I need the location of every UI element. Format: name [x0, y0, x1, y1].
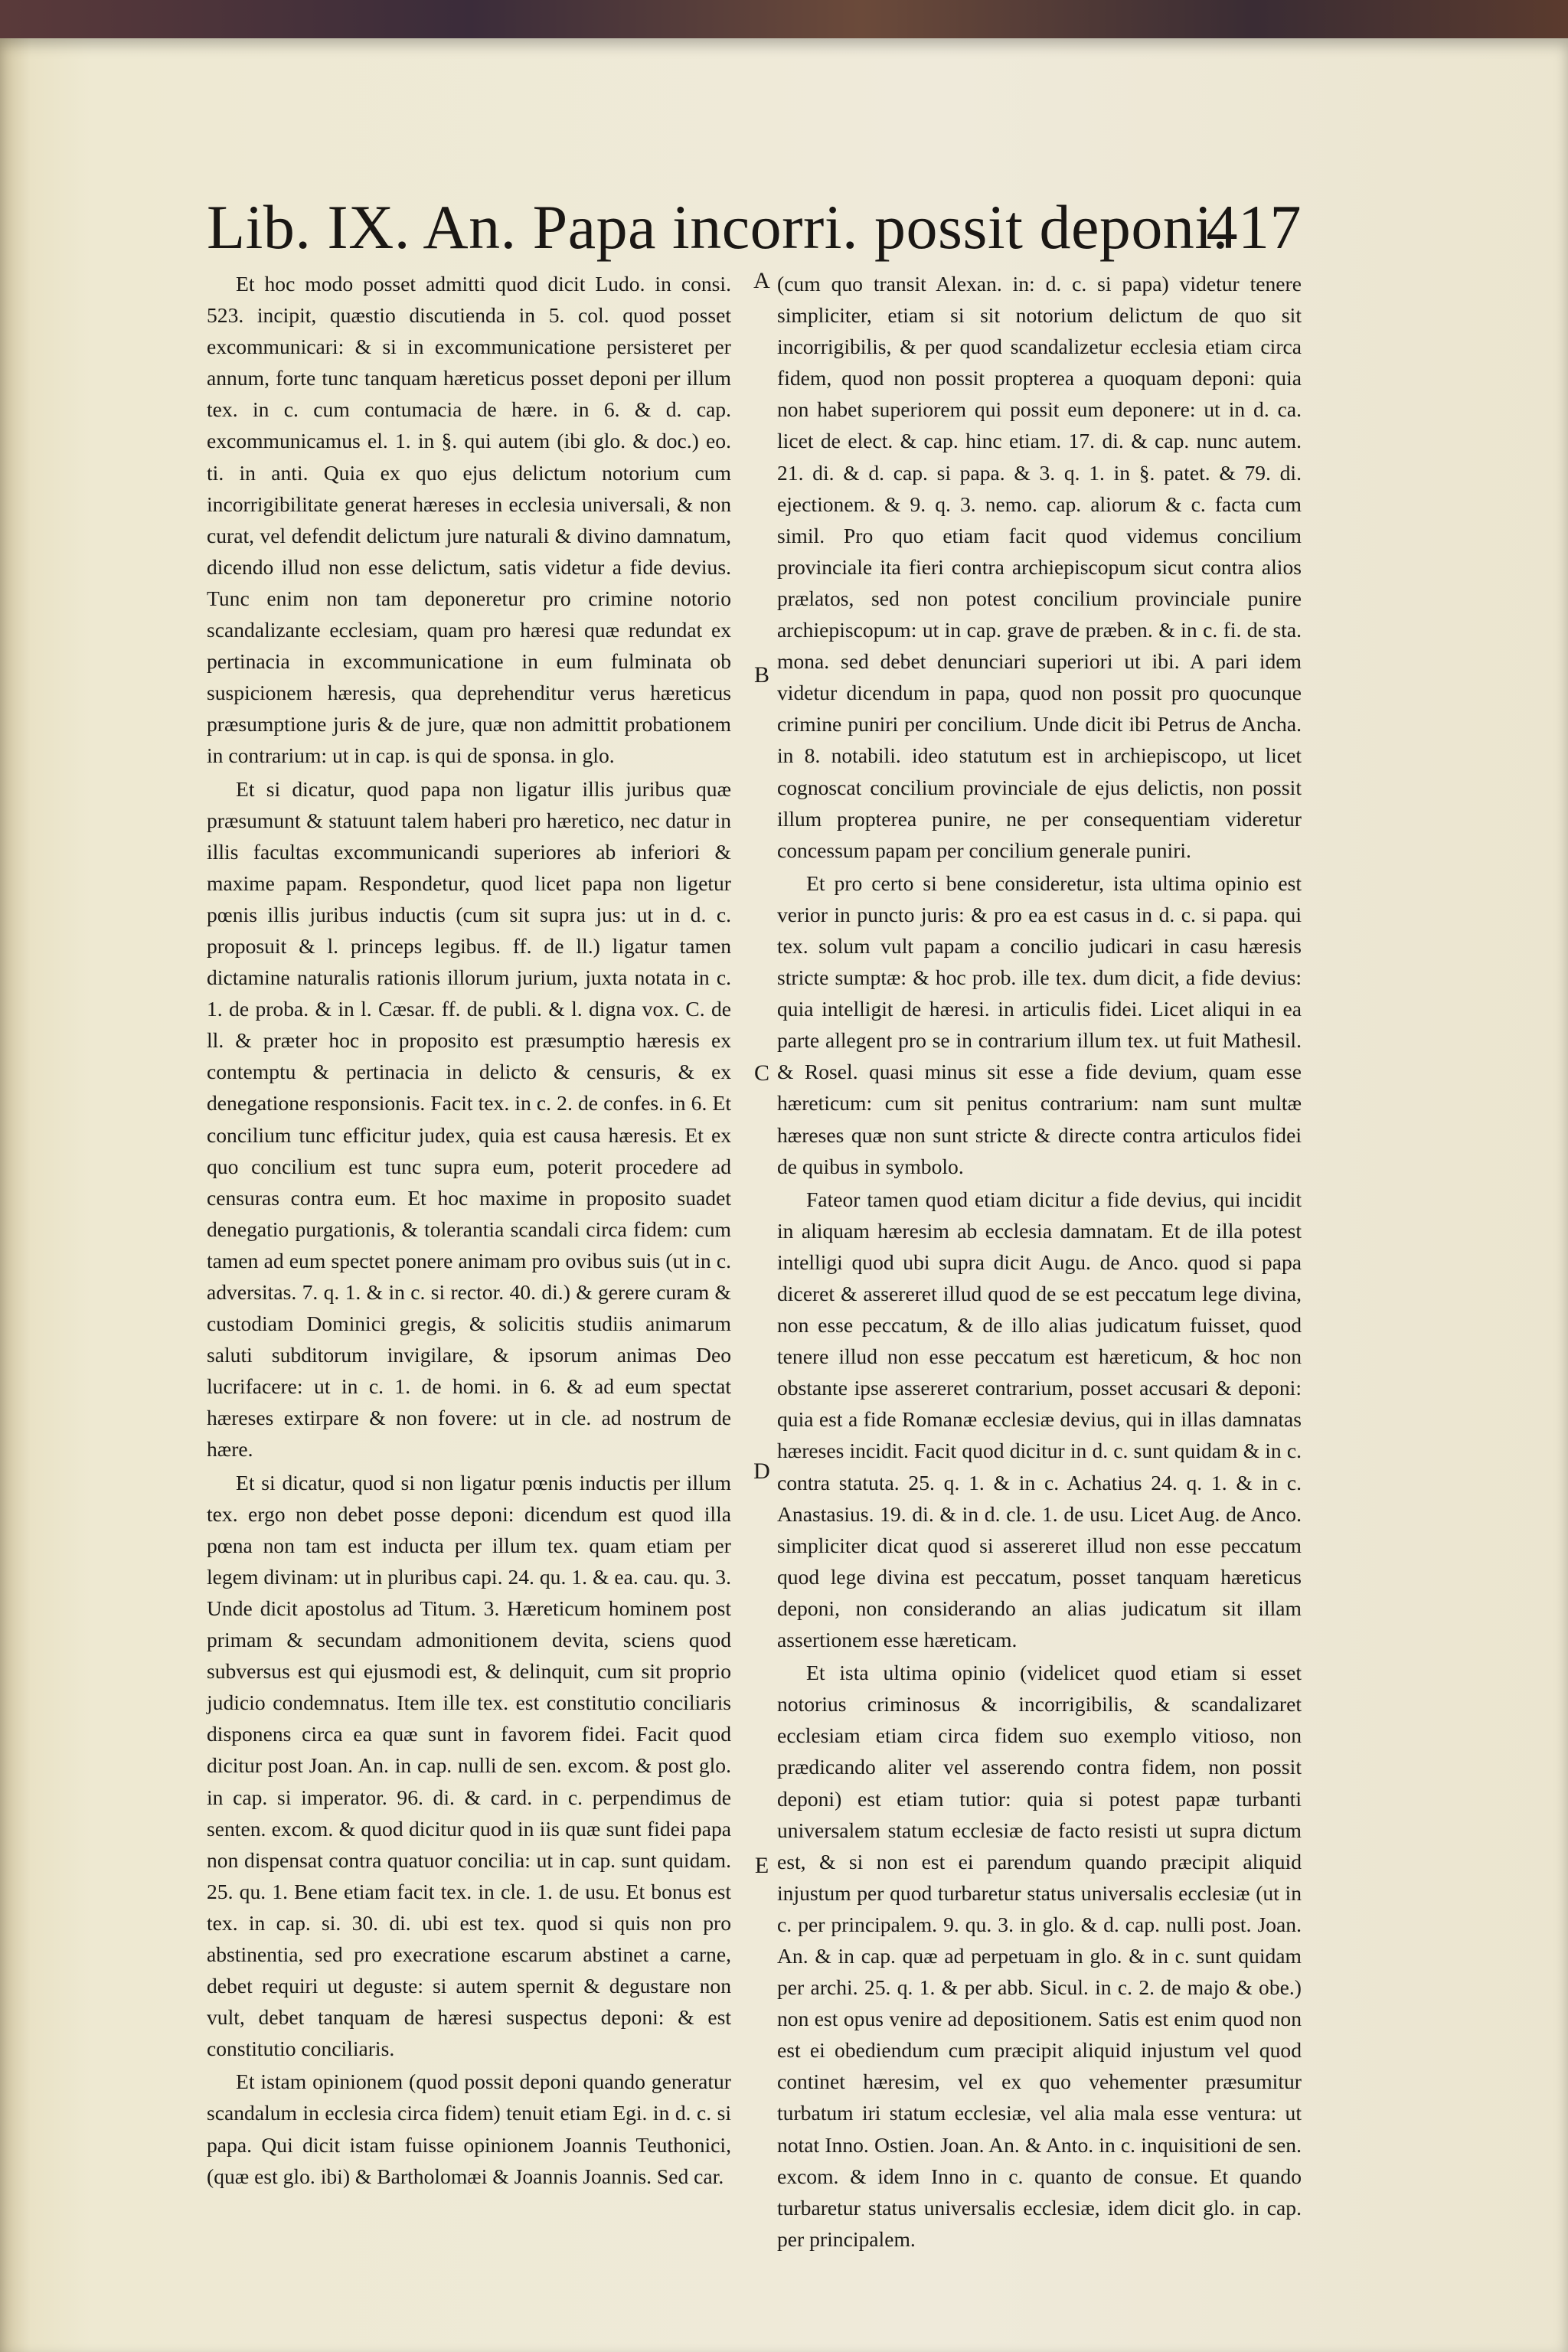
paragraph: Et si dicatur, quod si non ligatur pœnis inductis per illum tex. ergo non debet posse deponi: dicendum est quod illa pœna non tam est inducta per illum tex. quam etiam per legem divinam: ut in pluribus capi. 24. qu. 1. & ea. cau. qu. 3. Unde dicit apostolus ad Titum. 3. Hæreticum hominem post primam & secundam admonitionem devita, sciens quod subversus est qui ejusmodi est, & delinquit, cum sit proprio judicio condemnatus. Item ille tex. est constitutio conciliaris disponens circa ea quæ sunt in favorem fidei. Facit quod dicitur post Joan. An. in cap. nulli de sen. excom. & post glo. in cap. si imperator. 96. di. & card. in c. perpendimus de senten. excom. & quod dicitur quod in iis quæ sunt fidei papa non dispensat contra quatuor concilia: ut in cap. sunt quidam. 25. qu. 1. Bene etiam facit tex. in cle. 1. de usu. Et bonus est tex. in cap. si. 30. di. ubi est tex. quod si quis non pro abstinentia, sed pro execratione escarum abstinet a carne, debet requiri ut deguste: si autem spernit & degustare non vult, debet tanquam de hæresi suspectus deponi: & est constitutio conciliaris.	[207, 1470, 731, 2061]
paragraph: Fateor tamen quod etiam dicitur a fide devius, qui incidit in aliquam hæresim ab ecclesia damnatam. Et de illa potest intelligi quod ubi supra dicit Augu. de Anco. quod si papa diceret & assereret illud quod de se est peccatum lege divina, non esse peccatum, & de illo alias judicatum fuisset, quod tenere illud non esse peccatum est hæreticum, & hoc non obstante ipse assereret contrarium, posset accusari & deponi: quia est a fide Romanæ ecclesiæ devius, qui in illas damnatas hæreses incidit. Facit quod dicitur in d. c. sunt quidam & in c. contra statuta. 25. q. 1. & in c. Achatius 24. q. 1. & in c. Anastasius. 19. di. & in d. cle. 1. de usu. Licet Aug. de Anco. simpliciter dicat quod si assereret illud non esse peccatum quod lege divina est peccatum, posset tanquam hæreticus deponi, non considerando an alias judicatum sit illam assertionem esse hæreticam.	[777, 1187, 1302, 1652]
page-number: 417	[1206, 192, 1302, 262]
margin-letter-c: C	[753, 1060, 769, 1086]
paragraph: Et ista ultima opinio (videlicet quod etiam si esset notorius criminosus & incorrigibilis, & scandalizaret ecclesiam etiam circa fidem suo exemplo vitioso, non prædicando aliter vel asserendo contra fidem, non possit deponi) est etiam tutior: quia si potest papæ turbanti universalem statum ecclesiæ de facto resisti ut supra dictum est, & si non est ei parendum quando præcipit aliquid injustum per quod turbaretur status universalis ecclesiæ (ut in c. per principalem. 9. qu. 3. in glo. & d. cap. nulli post. Joan. An. & in cap. quæ ad perpetuam in glo. & in c. sunt quidam per archi. 25. q. 1. & per abb. Sicul. in c. 2. de majo & obe.) non est opus venire ad depositionem. Satis est enim quod non est ei obediendum cum præcipit aliquid injustum vel quod continet hæresim, vel ex quo vehementer præsumitur turbatum iri statum ecclesiæ, vel alia mala esse ventura: ut notat Inno. Ostien. Joan. An. & Anto. in c. inquisitioni de sen. excom. & idem Inno in c. quanto de consue. Et quando turbaretur status universalis ecclesiæ, idem dicit glo. in cap. per principalem.	[777, 1661, 1302, 2251]
margin-letter-d: D	[753, 1459, 770, 1484]
right-column	[777, 268, 1302, 2256]
margin-letter-e: E	[754, 1853, 769, 1878]
paragraph: (cum quo transit Alexan. in: d. c. si papa) videtur tenere simpliciter, etiam si sit notorium delictum de quo sit incorrigibilis, & per quod scandalizetur ecclesia etiam circa fidem, quod non possit propterea a quoquam deponi: quia non habet superiorem qui possit eum deponere: ut in d. ca. licet de elect. & cap. hinc etiam. 17. di. & cap. nunc autem. 21. di. & d. cap. si papa. & 3. q. 1. in §. patet. & 79. di. ejectionem. & 9. q. 3. nemo. cap. aliorum & c. facta cum simil. Pro quo etiam facit quod videmus concilium provinciale ita fieri contra archiepiscopum sicut contra alios prælatos, sed non potest concilium provinciale punire archiepiscopum: ut in cap. grave de præben. & in c. fi. de sta. mona. sed debet denunciari superiori ut ibi. A pari idem videtur dicendum in papa, quod non possit pro quocunque crimine puniri per concilium. Unde dicit ibi Petrus de Ancha. in 8. notabili. ideo statutum est in archiepiscopo, ut licet cognoscat concilium provinciale de ejus delictis, non possit illum propterea punire, ne per consequentiam videretur concessum papam per concilium generale puniri.	[777, 272, 1302, 862]
paragraph: Et istam opinionem (quod possit deponi quando generatur scandalum in ecclesia circa fidem) tenuit etiam Egi. in d. c. si papa. Qui dicit istam fuisse opinionem Joannis Teuthonici, (quæ est glo. ibi) & Bartholomæi & Joannis Joannis. Sed car.	[207, 2069, 731, 2188]
running-header	[207, 191, 1302, 276]
margin-letter-b: B	[753, 662, 769, 688]
page-title: Lib. IX. An. Papa incorri. possit deponi.	[207, 192, 1229, 262]
paragraph: Et hoc modo posset admitti quod dicit Ludo. in consi. 523. incipit, quæstio discutienda in 5. col. quod posset excommunicari: & si in excommunicatione persisteret per annum, forte tunc tanquam hæreticus posset deponi per illum tex. in c. cum contumacia de hære. in 6. & d. cap. excommunicamus el. 1. in §. qui autem (ibi glo. & doc.) eo. ti. in anti. Quia ex quo ejus delictum notorium cum incorrigibilitate generat hæreses in ecclesia universali, & non curat, vel defendit delictum jure naturali & divino damnatum, dicendo illud non esse delictum, satis videtur a fide devius. Tunc enim non tam deponeretur pro crimine notorio scandalizante ecclesiam, quam pro hæresi quæ redundat ex pertinacia in excommunicatione in eum fulminata ob suspicionem hæresis, qua deprehenditur verus hæreticus præsumptione juris & de jure, quæ non admittit probationem in contrarium: ut in cap. is qui de sponsa. in glo.	[207, 272, 731, 768]
paragraph: Et pro certo si bene consideretur, ista ultima opinio est verior in puncto juris: & pro ea est casus in d. c. si papa. qui tex. solum vult papam a concilio judicari in casu hæresis stricte sumptæ: & hoc prob. ille tex. dum dicit, a fide devius: quia intelligit de hæresi. in articulis fidei. Licet aliqui in ea parte allegent pro se in contrarium illum tex. ut fuit Mathesil. & Rosel. quasi minus sit esse a fide devium, quam esse hæreticum: cum sit penitus contrarium: nam sunt multæ hæreses quæ non sunt stricte & directe contra articulos fidei de quibus in symbolo.	[777, 871, 1302, 1178]
margin-letter-a: A	[753, 268, 770, 293]
paragraph: Et si dicatur, quod papa non ligatur illis juribus quæ præsumunt & statuunt talem haberi pro hæretico, nec datur in illis facultas excommunicandi superiores ab inferiori & maxime papam. Respondetur, quod licet papa non ligetur pœnis illis juribus inductis (cum sit supra jus: ut in d. c. proposuit & l. princeps legibus. ff. de ll.) ligatur tamen dictamine naturalis rationis illorum jurium, juxta notata in c. 1. de proba. & in l. Cæsar. ff. de publi. & l. digna vox. C. de ll. & præter hoc in proposito est præsumptio hæresis ex contemptu & pertinacia in delicto & censuris, & ex denegatione responsionis. Facit tex. in c. 2. de confes. in 6. Et concilium tunc efficitur judex, quia est causa hæresis. Et ex quo concilium est tunc supra eum, poterit procedere ad censuras contra eum. Et hoc maxime in proposito suadet denegatio purgationis, & tolerantia scandali circa fidem: cum tamen ad eum spectet ponere animam pro ovibus suis (ut in c. adversitas. 7. q. 1. & in c. si rector. 40. di.) & gerere curam & custodiam Dominici gregis, & solicitis studiis animarum saluti subditorum invigilare, & ipsorum animas Deo lucrifacere: ut in c. 1. de homi. in 6. & ad eum spectat hæreses extirpare & non fovere: ut in cle. ad nostrum de hære.	[207, 776, 731, 1462]
left-column	[207, 268, 731, 2194]
